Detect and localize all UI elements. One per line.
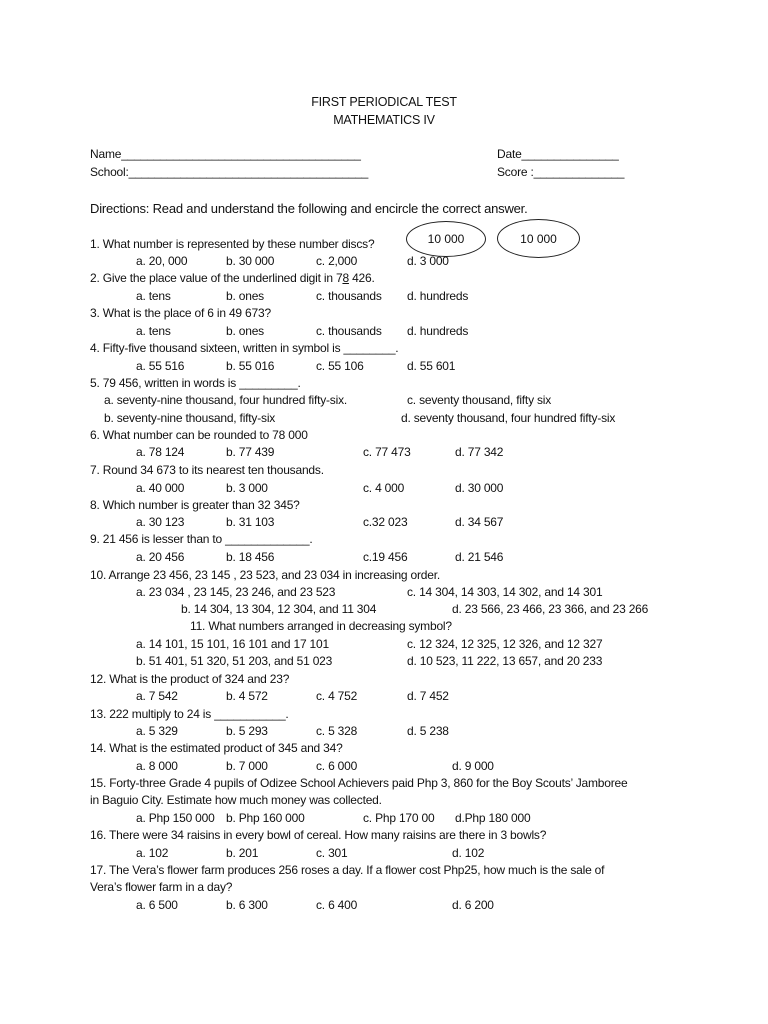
q15-option-b[interactable]: b. Php 160 000 [226, 811, 305, 825]
question-10: 10. Arrange 23 456, 23 145 , 23 523, and 23 034 in increasing order. [90, 568, 441, 582]
q14-option-c[interactable]: c. 6 000 [316, 759, 358, 773]
question-17: 17. The Vera’s flower farm produces 256 roses a day. If a flower cost Php25, how much is the sale of [90, 863, 605, 877]
q13-option-a[interactable]: a. 5 329 [136, 724, 178, 738]
q4-option-a[interactable]: a. 55 516 [136, 359, 185, 373]
q8-option-b[interactable]: b. 31 103 [226, 515, 275, 529]
q15-option-a[interactable]: a. Php 150 000 [136, 811, 215, 825]
q14-option-a[interactable]: a. 8 000 [136, 759, 178, 773]
q17-option-b[interactable]: b. 6 300 [226, 898, 268, 912]
q11-option-c[interactable]: c. 12 324, 12 325, 12 326, and 12 327 [407, 637, 603, 651]
q7-option-c[interactable]: c. 4 000 [363, 481, 405, 495]
question-13: 13. 222 multiply to 24 is ___________. [90, 707, 289, 721]
q4-option-d[interactable]: d. 55 601 [407, 359, 456, 373]
q3-option-d[interactable]: d. hundreds [407, 324, 469, 338]
name-field[interactable]: Name_____________________________________ [90, 147, 361, 161]
q9-option-a[interactable]: a. 20 456 [136, 550, 185, 564]
underlined-digit: 8 [342, 271, 349, 285]
q12-option-d[interactable]: d. 7 452 [407, 689, 449, 703]
q6-option-b[interactable]: b. 77 439 [226, 445, 275, 459]
q11-option-d[interactable]: d. 10 523, 11 222, 13 657, and 20 233 [407, 654, 603, 668]
q7-option-b[interactable]: b. 3 000 [226, 481, 268, 495]
q8-option-d[interactable]: d. 34 567 [455, 515, 504, 529]
test-title: FIRST PERIODICAL TEST [311, 95, 457, 109]
question-8: 8. Which number is greater than 32 345? [90, 498, 300, 512]
q14-option-d[interactable]: d. 9 000 [452, 759, 494, 773]
question-17-cont: Vera’s flower farm in a day? [90, 880, 233, 894]
q1-option-b[interactable]: b. 30 000 [226, 254, 275, 268]
q3-option-a[interactable]: a. tens [136, 324, 171, 338]
q8-option-a[interactable]: a. 30 123 [136, 515, 185, 529]
number-disc: 10 000 [497, 219, 580, 258]
question-2-text: 2. Give the place value of the underlined digit in 7 [90, 271, 343, 285]
q4-option-b[interactable]: b. 55 016 [226, 359, 275, 373]
q2-option-b[interactable]: b. ones [226, 289, 264, 303]
q12-option-b[interactable]: b. 4 572 [226, 689, 268, 703]
q14-option-b[interactable]: b. 7 000 [226, 759, 268, 773]
q12-option-a[interactable]: a. 7 542 [136, 689, 178, 703]
q17-option-a[interactable]: a. 6 500 [136, 898, 178, 912]
question-2 [90, 271, 375, 285]
q17-option-d[interactable]: d. 6 200 [452, 898, 494, 912]
question-4: 4. Fifty-five thousand sixteen, written in symbol is ________. [90, 341, 399, 355]
question-14: 14. What is the estimated product of 345 and 34? [90, 741, 343, 755]
q5-option-b[interactable]: b. seventy-nine thousand, fifty-six [104, 411, 276, 425]
question-5: 5. 79 456, written in words is _________. [90, 376, 301, 390]
subject-title: MATHEMATICS IV [333, 113, 435, 127]
q15-option-c[interactable]: c. Php 170 00 [363, 811, 435, 825]
q16-option-b[interactable]: b. 201 [226, 846, 259, 860]
question-12: 12. What is the product of 324 and 23? [90, 672, 290, 686]
q3-option-b[interactable]: b. ones [226, 324, 264, 338]
q2-option-a[interactable]: a. tens [136, 289, 171, 303]
q6-option-d[interactable]: d. 77 342 [455, 445, 504, 459]
question-11: 11. What numbers arranged in decreasing symbol? [190, 619, 452, 633]
question-2-text-end: 426. [348, 271, 375, 285]
q13-option-c[interactable]: c. 5 328 [316, 724, 358, 738]
question-9: 9. 21 456 is lesser than to _____________. [90, 532, 313, 546]
directions: Directions: Read and understand the following and encircle the correct answer. [90, 201, 528, 216]
q5-option-a[interactable]: a. seventy-nine thousand, four hundred fifty-six. [104, 393, 348, 407]
q4-option-c[interactable]: c. 55 106 [316, 359, 364, 373]
q8-option-c[interactable]: c.32 023 [363, 515, 408, 529]
q9-option-d[interactable]: d. 21 546 [455, 550, 504, 564]
q1-option-a[interactable]: a. 20, 000 [136, 254, 188, 268]
question-1: 1. What number is represented by these number discs? [90, 237, 375, 251]
q13-option-b[interactable]: b. 5 293 [226, 724, 268, 738]
q11-option-b[interactable]: b. 51 401, 51 320, 51 203, and 51 023 [136, 654, 333, 668]
q9-option-c[interactable]: c.19 456 [363, 550, 408, 564]
q5-option-c[interactable]: c. seventy thousand, fifty six [407, 393, 552, 407]
q16-option-a[interactable]: a. 102 [136, 846, 169, 860]
question-15-cont: in Baguio City. Estimate how much money was collected. [90, 793, 382, 807]
q16-option-c[interactable]: c. 301 [316, 846, 348, 860]
question-16: 16. There were 34 raisins in every bowl of cereal. How many raisins are there in 3 bowls? [90, 828, 547, 842]
question-6: 6. What number can be rounded to 78 000 [90, 428, 308, 442]
q1-option-d[interactable]: d. 3 000 [407, 254, 449, 268]
question-7: 7. Round 34 673 to its nearest ten thousands. [90, 463, 324, 477]
q7-option-a[interactable]: a. 40 000 [136, 481, 185, 495]
q15-option-d[interactable]: d.Php 180 000 [455, 811, 531, 825]
q12-option-c[interactable]: c. 4 752 [316, 689, 358, 703]
q1-option-c[interactable]: c. 2,000 [316, 254, 358, 268]
q3-option-c[interactable]: c. thousands [316, 324, 382, 338]
q10-option-b[interactable]: b. 14 304, 13 304, 12 304, and 11 304 [181, 602, 377, 616]
q17-option-c[interactable]: c. 6 400 [316, 898, 358, 912]
school-field[interactable]: School:_____________________________________ [90, 165, 369, 179]
date-field[interactable]: Date_______________ [497, 147, 619, 161]
q7-option-d[interactable]: d. 30 000 [455, 481, 504, 495]
q2-option-d[interactable]: d. hundreds [407, 289, 469, 303]
q6-option-a[interactable]: a. 78 124 [136, 445, 185, 459]
q2-option-c[interactable]: c. thousands [316, 289, 382, 303]
q5-option-d[interactable]: d. seventy thousand, four hundred fifty-six [401, 411, 616, 425]
q16-option-d[interactable]: d. 102 [452, 846, 485, 860]
q10-option-a[interactable]: a. 23 034 , 23 145, 23 246, and 23 523 [136, 585, 336, 599]
q9-option-b[interactable]: b. 18 456 [226, 550, 275, 564]
question-3: 3. What is the place of 6 in 49 673? [90, 306, 271, 320]
question-15: 15. Forty-three Grade 4 pupils of Odizee School Achievers paid Php 3, 860 for the Boy Scouts’ Jamboree [90, 776, 628, 790]
score-field[interactable]: Score :______________ [497, 165, 625, 179]
q6-option-c[interactable]: c. 77 473 [363, 445, 411, 459]
number-disc: 10 000 [406, 221, 486, 257]
q11-option-a[interactable]: a. 14 101, 15 101, 16 101 and 17 101 [136, 637, 329, 651]
q10-option-d[interactable]: d. 23 566, 23 466, 23 366, and 23 266 [452, 602, 649, 616]
q10-option-c[interactable]: c. 14 304, 14 303, 14 302, and 14 301 [407, 585, 603, 599]
q13-option-d[interactable]: d. 5 238 [407, 724, 449, 738]
